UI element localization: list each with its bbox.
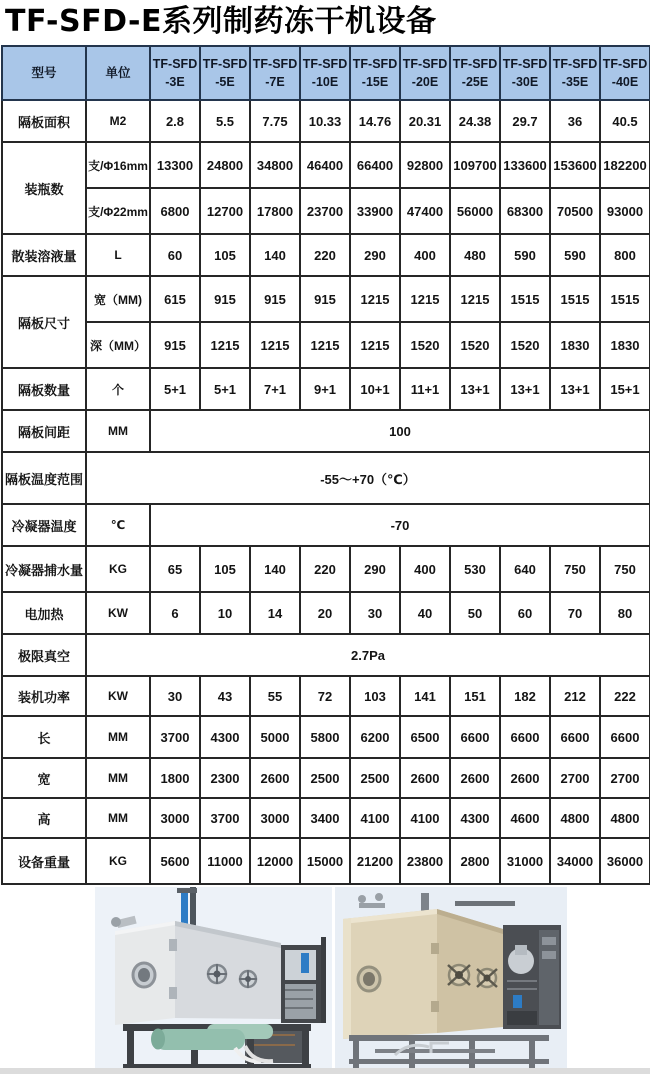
value-cell: 590 [550, 234, 600, 276]
column-header: TF-SFD -20E [400, 46, 450, 100]
value-cell: 24800 [200, 142, 250, 188]
value-cell: 2500 [350, 758, 400, 798]
table-row [2, 234, 650, 276]
unit-cell: KW [86, 676, 150, 716]
value-cell: 640 [500, 546, 550, 592]
value-cell: 36 [550, 100, 600, 142]
value-cell: 13+1 [500, 368, 550, 410]
value-cell: 72 [300, 676, 350, 716]
value-cell: 2500 [300, 758, 350, 798]
value-cell: 1830 [550, 322, 600, 368]
value-cell: 182 [500, 676, 550, 716]
unit-cell: 深（MM） [86, 322, 150, 368]
freeze-dryer-photo-left [95, 887, 332, 1074]
row-label: 装机功率 [2, 676, 86, 716]
value-cell: 4600 [500, 798, 550, 838]
value-cell: 1830 [600, 322, 650, 368]
value-cell: 11+1 [400, 368, 450, 410]
column-header: 型号 [2, 46, 86, 100]
door-latch [431, 1001, 439, 1012]
column-header: TF-SFD -30E [500, 46, 550, 100]
value-cell: 6800 [150, 188, 200, 234]
value-cell: 1215 [450, 276, 500, 322]
page-title: TF-SFD-E系列制药冻干机设备 [5, 4, 437, 39]
value-cell: 29.7 [500, 100, 550, 142]
row-label: 隔板尺寸 [2, 276, 86, 368]
table-row [2, 188, 650, 234]
unit-cell: L [86, 234, 150, 276]
value-cell: 915 [250, 276, 300, 322]
value-cell: 40.5 [600, 100, 650, 142]
value-cell: 1215 [350, 322, 400, 368]
value-cell: 5800 [300, 716, 350, 758]
value-cell: 13300 [150, 142, 200, 188]
row-label: 隔板数量 [2, 368, 86, 410]
value-cell: 80 [600, 592, 650, 634]
value-cell: 7.75 [250, 100, 300, 142]
value-cell: 915 [150, 322, 200, 368]
table-row [2, 100, 650, 142]
value-cell: 13+1 [450, 368, 500, 410]
door-hinge [169, 939, 177, 951]
value-cell: 92800 [400, 142, 450, 188]
table-row [2, 838, 650, 884]
value-cell: 1215 [400, 276, 450, 322]
value-cell: 14 [250, 592, 300, 634]
value-cell: 915 [200, 276, 250, 322]
value-cell: 2.8 [150, 100, 200, 142]
unit-cell: KW [86, 592, 150, 634]
column-header: TF-SFD -3E [150, 46, 200, 100]
row-label: 冷凝器温度 [2, 504, 86, 546]
value-cell: 5+1 [200, 368, 250, 410]
value-cell: 55 [250, 676, 300, 716]
row-label: 极限真空 [2, 634, 86, 676]
value-cell: 10 [200, 592, 250, 634]
value-cell: 1515 [550, 276, 600, 322]
side-porthole [207, 964, 227, 984]
table-row [2, 758, 650, 798]
value-cell: 480 [450, 234, 500, 276]
column-header: TF-SFD -25E [450, 46, 500, 100]
value-cell: 4100 [350, 798, 400, 838]
unit-cell: 支/Φ16mm [86, 142, 150, 188]
value-cell: 4300 [200, 716, 250, 758]
side-porthole [239, 970, 257, 988]
value-cell: 2600 [450, 758, 500, 798]
unit-cell: MM [86, 410, 150, 452]
value-cell: 21200 [350, 838, 400, 884]
value-cell: 20 [300, 592, 350, 634]
value-cell: 5000 [250, 716, 300, 758]
value-cell: 24.38 [450, 100, 500, 142]
value-cell: 6200 [350, 716, 400, 758]
freeze-dryer-photo-right [335, 887, 567, 1074]
value-cell: 6600 [550, 716, 600, 758]
table-body [2, 100, 650, 884]
value-cell: 5+1 [150, 368, 200, 410]
value-cell: 7+1 [250, 368, 300, 410]
value-cell: 615 [150, 276, 200, 322]
value-cell: 2600 [400, 758, 450, 798]
merged-value-cell: 2.7Pa [86, 634, 650, 676]
table-row [2, 716, 650, 758]
value-cell: 9+1 [300, 368, 350, 410]
value-cell: 43 [200, 676, 250, 716]
value-cell: 1520 [450, 322, 500, 368]
value-cell: 220 [300, 234, 350, 276]
side-porthole [448, 965, 470, 985]
value-cell: 750 [550, 546, 600, 592]
value-cell: 141 [400, 676, 450, 716]
bottom-edge-strip [0, 1068, 650, 1074]
column-header: TF-SFD -5E [200, 46, 250, 100]
value-cell: 1215 [300, 322, 350, 368]
value-cell: 800 [600, 234, 650, 276]
unit-cell: MM [86, 798, 150, 838]
value-cell: 12000 [250, 838, 300, 884]
value-cell: 2600 [250, 758, 300, 798]
row-label: 隔板间距 [2, 410, 86, 452]
value-cell: 140 [250, 546, 300, 592]
value-cell: 133600 [500, 142, 550, 188]
value-cell: 109700 [450, 142, 500, 188]
machinery-rack [281, 937, 326, 1023]
value-cell: 31000 [500, 838, 550, 884]
value-cell: 2300 [200, 758, 250, 798]
value-cell: 3700 [150, 716, 200, 758]
value-cell: 68300 [500, 188, 550, 234]
value-cell: 153600 [550, 142, 600, 188]
value-cell: 400 [400, 234, 450, 276]
value-cell: 6500 [400, 716, 450, 758]
column-header: TF-SFD -40E [600, 46, 650, 100]
value-cell: 1215 [350, 276, 400, 322]
value-cell: 105 [200, 234, 250, 276]
value-cell: 30 [350, 592, 400, 634]
value-cell: 3700 [200, 798, 250, 838]
value-cell: 20.31 [400, 100, 450, 142]
header-row [2, 46, 650, 100]
row-label: 电加热 [2, 592, 86, 634]
door-porthole [358, 967, 380, 991]
unit-cell: M2 [86, 100, 150, 142]
table-header [2, 46, 650, 100]
unit-cell: KG [86, 838, 150, 884]
value-cell: 750 [600, 546, 650, 592]
value-cell: 50 [450, 592, 500, 634]
value-cell: 5.5 [200, 100, 250, 142]
table-row [2, 634, 650, 676]
unit-cell: MM [86, 716, 150, 758]
row-label: 长 [2, 716, 86, 758]
row-label: 高 [2, 798, 86, 838]
table-row [2, 368, 650, 410]
value-cell: 12700 [200, 188, 250, 234]
value-cell: 2600 [500, 758, 550, 798]
value-cell: 14.76 [350, 100, 400, 142]
value-cell: 105 [200, 546, 250, 592]
value-cell: 151 [450, 676, 500, 716]
merged-value-cell: -55～+70（℃） [86, 452, 650, 504]
value-cell: 10+1 [350, 368, 400, 410]
value-cell: 103 [350, 676, 400, 716]
value-cell: 60 [500, 592, 550, 634]
table-row [2, 546, 650, 592]
table-row [2, 504, 650, 546]
value-cell: 47400 [400, 188, 450, 234]
unit-cell: KG [86, 546, 150, 592]
value-cell: 400 [400, 546, 450, 592]
value-cell: 11000 [200, 838, 250, 884]
table-row [2, 142, 650, 188]
door-hinge [169, 987, 177, 999]
value-cell: 1215 [250, 322, 300, 368]
unit-cell: 支/Φ22mm [86, 188, 150, 234]
table-row [2, 410, 650, 452]
row-label: 散装溶液量 [2, 234, 86, 276]
door-porthole [133, 963, 155, 987]
unit-cell: MM [86, 758, 150, 798]
value-cell: 6600 [450, 716, 500, 758]
value-cell: 40 [400, 592, 450, 634]
value-cell: 66400 [350, 142, 400, 188]
value-cell: 33900 [350, 188, 400, 234]
column-header: 单位 [86, 46, 150, 100]
unit-cell: 宽（MM) [86, 276, 150, 322]
value-cell: 222 [600, 676, 650, 716]
door-latch [431, 943, 439, 954]
column-header: TF-SFD -15E [350, 46, 400, 100]
value-cell: 46400 [300, 142, 350, 188]
value-cell: 65 [150, 546, 200, 592]
value-cell: 13+1 [550, 368, 600, 410]
value-cell: 10.33 [300, 100, 350, 142]
value-cell: 93000 [600, 188, 650, 234]
value-cell: 34000 [550, 838, 600, 884]
value-cell: 3000 [250, 798, 300, 838]
value-cell: 15+1 [600, 368, 650, 410]
value-cell: 15000 [300, 838, 350, 884]
value-cell: 23700 [300, 188, 350, 234]
value-cell: 23800 [400, 838, 450, 884]
table-row [2, 276, 650, 322]
column-header: TF-SFD -10E [300, 46, 350, 100]
table-row [2, 452, 650, 504]
table-row [2, 798, 650, 838]
value-cell: 290 [350, 546, 400, 592]
row-label: 冷凝器捕水量 [2, 546, 86, 592]
value-cell: 3400 [300, 798, 350, 838]
row-label: 隔板面积 [2, 100, 86, 142]
row-label: 隔板温度范围 [2, 452, 86, 504]
value-cell: 56000 [450, 188, 500, 234]
value-cell: 140 [250, 234, 300, 276]
machinery-rack [503, 925, 561, 1029]
table-row [2, 676, 650, 716]
product-photos [95, 887, 650, 1074]
row-label: 装瓶数 [2, 142, 86, 234]
value-cell: 6600 [500, 716, 550, 758]
value-cell: 4800 [550, 798, 600, 838]
table-row [2, 322, 650, 368]
column-header: TF-SFD -7E [250, 46, 300, 100]
value-cell: 70 [550, 592, 600, 634]
unit-cell: ℃ [86, 504, 150, 546]
value-cell: 212 [550, 676, 600, 716]
value-cell: 4300 [450, 798, 500, 838]
value-cell: 1515 [600, 276, 650, 322]
value-cell: 60 [150, 234, 200, 276]
value-cell: 1515 [500, 276, 550, 322]
value-cell: 6600 [600, 716, 650, 758]
value-cell: 30 [150, 676, 200, 716]
row-label: 设备重量 [2, 838, 86, 884]
value-cell: 6 [150, 592, 200, 634]
value-cell: 5600 [150, 838, 200, 884]
merged-value-cell: -70 [150, 504, 650, 546]
value-cell: 530 [450, 546, 500, 592]
table-row [2, 592, 650, 634]
value-cell: 220 [300, 546, 350, 592]
value-cell: 17800 [250, 188, 300, 234]
value-cell: 182200 [600, 142, 650, 188]
merged-value-cell: 100 [150, 410, 650, 452]
value-cell: 36000 [600, 838, 650, 884]
value-cell: 4800 [600, 798, 650, 838]
value-cell: 1800 [150, 758, 200, 798]
unit-cell: 个 [86, 368, 150, 410]
value-cell: 4100 [400, 798, 450, 838]
value-cell: 3000 [150, 798, 200, 838]
value-cell: 290 [350, 234, 400, 276]
value-cell: 2700 [550, 758, 600, 798]
spec-table [1, 45, 650, 885]
value-cell: 34800 [250, 142, 300, 188]
value-cell: 590 [500, 234, 550, 276]
value-cell: 915 [300, 276, 350, 322]
value-cell: 1215 [200, 322, 250, 368]
row-label: 宽 [2, 758, 86, 798]
side-porthole [477, 969, 497, 987]
value-cell: 70500 [550, 188, 600, 234]
value-cell: 1520 [500, 322, 550, 368]
value-cell: 2700 [600, 758, 650, 798]
value-cell: 2800 [450, 838, 500, 884]
value-cell: 1520 [400, 322, 450, 368]
column-header: TF-SFD -35E [550, 46, 600, 100]
